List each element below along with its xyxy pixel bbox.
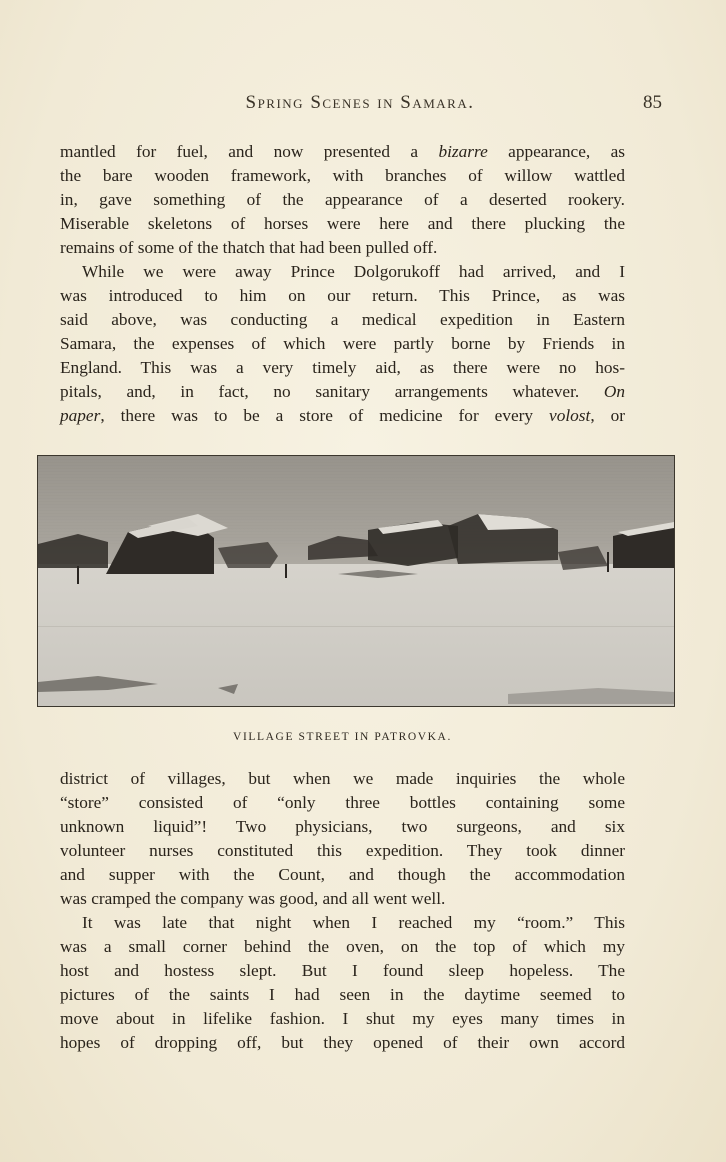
village-street-engraving [38, 456, 674, 706]
text-line: district of villages, but when we made inquiries the whole [60, 769, 625, 788]
text-line: mantled for fuel, and now presented a bizarre appearance, as [60, 142, 625, 161]
running-title: Spring Scenes in Samara. [245, 92, 475, 113]
text-line: move about in lifelike fashion. I shut my eyes many times in [60, 1009, 625, 1028]
text-line: pitals, and, in fact, no sanitary arrangements whatever. On [60, 382, 625, 401]
italic-word: On [603, 382, 625, 401]
text-line: host and hostess slept. But I found sleep hopeless. The [60, 961, 625, 980]
text-line: Samara, the expenses of which were partly borne by Friends in [60, 334, 625, 353]
italic-word: paper [60, 406, 101, 425]
text-line: was a small corner behind the oven, on the top of which my [60, 937, 625, 956]
italic-word: bizarre [438, 142, 488, 161]
illustration-plate [37, 455, 675, 707]
page-number: 85 [643, 92, 662, 113]
text-line: paper, there was to be a store of medicine for every volost, or [60, 406, 625, 425]
text-line: and supper with the Count, and though the accommodation [60, 865, 625, 884]
text-line: was cramped the company was good, and all went well. [60, 889, 446, 908]
running-head [60, 92, 660, 118]
text-line: was introduced to him on our return. This Prince, as was [60, 286, 625, 305]
text-line: said above, was conducting a medical expedition in Eastern [60, 310, 625, 329]
text-line: “store” consisted of “only three bottles containing some [60, 793, 625, 812]
text-line: the bare wooden framework, with branches of willow wattled [60, 166, 625, 185]
text-line: in, gave something of the appearance of a deserted rookery. [60, 190, 625, 209]
text-line: pictures of the saints I had seen in the daytime seemed to [60, 985, 625, 1004]
italic-word: volost [549, 406, 591, 425]
text-line: unknown liquid”! Two physicians, two surgeons, and six [60, 817, 625, 836]
text-line: volunteer nurses constituted this expedition. They took dinner [60, 841, 625, 860]
text-line: hopes of dropping off, but they opened of their own accord [60, 1033, 625, 1052]
text-line: Miserable skeletons of horses were here and there plucking the [60, 214, 625, 233]
text-line: It was late that night when I reached my “room.” This [82, 913, 625, 932]
illustration-caption: VILLAGE STREET IN PATROVKA. [233, 731, 452, 743]
text-line: remains of some of the thatch that had been pulled off. [60, 238, 438, 257]
paragraph-block-top [60, 140, 625, 428]
text-line: While we were away Prince Dolgorukoff had arrived, and I [82, 262, 625, 281]
paragraph-block-bottom [60, 767, 625, 1055]
text-line: England. This was a very timely aid, as there were no hos- [60, 358, 625, 377]
snow-line [38, 626, 674, 627]
